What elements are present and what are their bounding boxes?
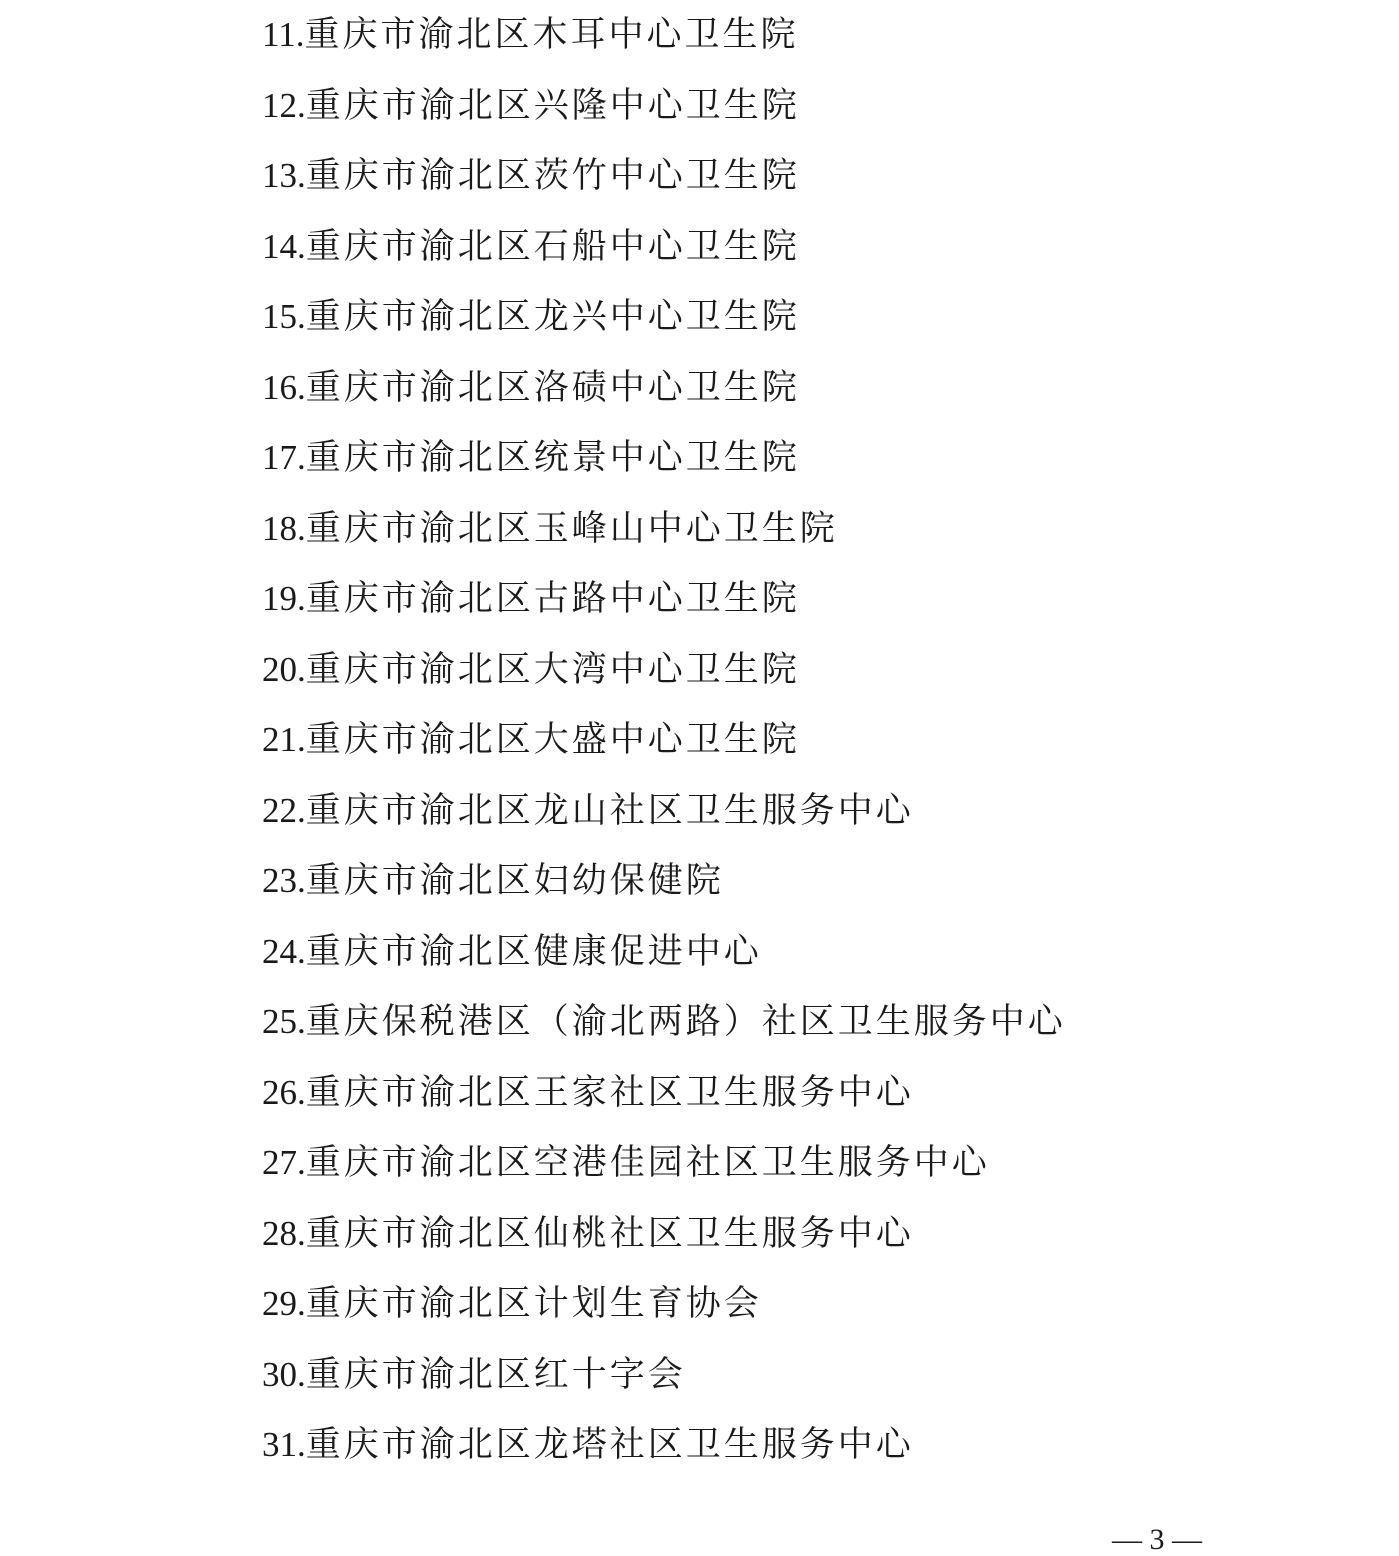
item-text: 重庆市渝北区妇幼保健院 [305, 861, 724, 901]
list-item [262, 564, 1066, 635]
list-item [262, 423, 1066, 494]
institution-list [262, 0, 1066, 1481]
item-text: 重庆保税港区（渝北两路）社区卫生服务中心 [305, 1002, 1066, 1042]
item-text: 重庆市渝北区龙兴中心卫生院 [305, 297, 800, 337]
item-number: 26. [262, 1072, 306, 1112]
item-number: 16. [262, 367, 306, 407]
item-number: 13. [262, 156, 306, 195]
list-item [262, 987, 1066, 1058]
item-text: 重庆市渝北区龙山社区卫生服务中心 [305, 790, 914, 831]
list-item [262, 141, 1066, 212]
item-text: 重庆市渝北区大湾中心卫生院 [305, 649, 800, 690]
list-item [262, 635, 1066, 706]
item-text: 重庆市渝北区茨竹中心卫生院 [305, 156, 800, 196]
item-text: 重庆市渝北区计划生育协会 [305, 1284, 762, 1324]
list-item [262, 212, 1066, 283]
item-text: 重庆市渝北区健康促进中心 [305, 931, 762, 972]
item-number: 24. [262, 931, 306, 971]
list-item [262, 1128, 1066, 1199]
list-item [262, 1340, 1066, 1411]
list-item [262, 1269, 1066, 1340]
list-item [262, 1199, 1066, 1270]
item-number: 28. [262, 1213, 306, 1253]
list-item [262, 282, 1066, 353]
item-text: 重庆市渝北区红十字会 [305, 1354, 686, 1395]
item-number: 11. [262, 15, 305, 54]
item-text: 重庆市渝北区统景中心卫生院 [305, 438, 800, 478]
item-text: 重庆市渝北区古路中心卫生院 [305, 579, 800, 619]
item-text: 重庆市渝北区空港佳园社区卫生服务中心 [305, 1143, 990, 1183]
list-item [262, 0, 1066, 71]
item-number: 22. [262, 790, 306, 830]
list-item [262, 917, 1066, 988]
item-text: 重庆市渝北区洛碛中心卫生院 [305, 367, 800, 408]
item-number: 15. [262, 297, 306, 336]
list-item [262, 705, 1066, 776]
item-number: 12. [262, 85, 306, 125]
item-text: 重庆市渝北区龙塔社区卫生服务中心 [305, 1425, 914, 1465]
item-text: 重庆市渝北区仙桃社区卫生服务中心 [305, 1213, 914, 1254]
list-item [262, 776, 1066, 847]
item-number: 19. [262, 579, 306, 618]
item-number: 31. [262, 1425, 306, 1464]
list-item [262, 1410, 1066, 1481]
item-number: 27. [262, 1143, 306, 1182]
item-number: 20. [262, 649, 306, 689]
list-item [262, 353, 1066, 424]
list-item [262, 494, 1066, 565]
item-text: 重庆市渝北区王家社区卫生服务中心 [305, 1072, 914, 1113]
item-text: 重庆市渝北区石船中心卫生院 [305, 226, 800, 267]
item-number: 30. [262, 1354, 306, 1394]
list-item [262, 846, 1066, 917]
list-item [262, 1058, 1066, 1129]
item-number: 17. [262, 438, 306, 477]
item-text: 重庆市渝北区兴隆中心卫生院 [305, 85, 800, 126]
item-number: 18. [262, 508, 306, 548]
item-number: 25. [262, 1002, 306, 1041]
item-number: 29. [262, 1284, 306, 1323]
item-number: 23. [262, 861, 306, 900]
item-number: 14. [262, 226, 306, 266]
page-number: — 3 — [1112, 1523, 1202, 1556]
item-text: 重庆市渝北区玉峰山中心卫生院 [305, 508, 838, 549]
item-text: 重庆市渝北区大盛中心卫生院 [305, 720, 800, 760]
item-number: 21. [262, 720, 306, 759]
list-item [262, 71, 1066, 142]
item-text: 重庆市渝北区木耳中心卫生院 [304, 15, 799, 55]
